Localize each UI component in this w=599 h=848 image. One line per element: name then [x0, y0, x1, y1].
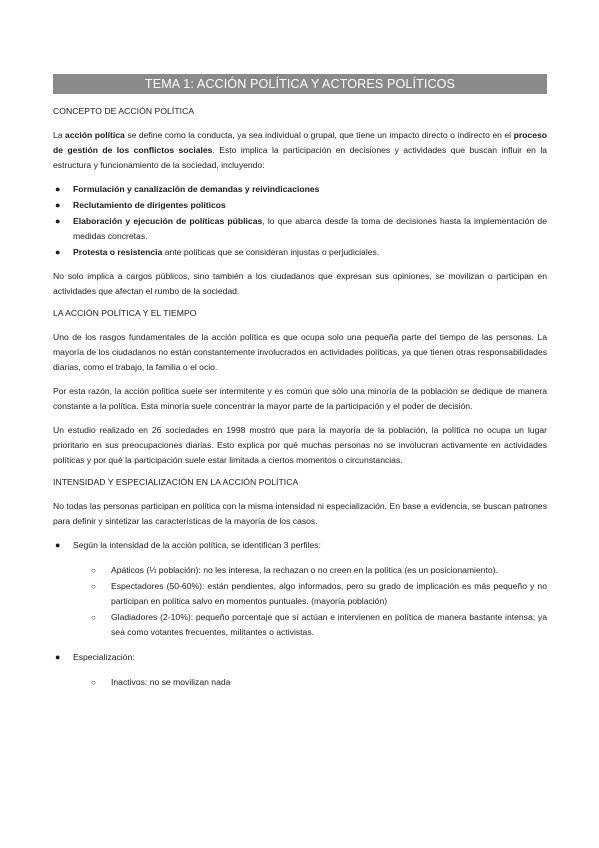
bullet-list-perfiles — [53, 538, 547, 690]
list-item: ● Reclutamiento de dirigentes políticos — [55, 200, 226, 210]
sub-list-item: ○ Apáticos (⅓ población): no les interesa, la rechazan o no creen en la política (es un posicionamiento). — [91, 565, 498, 575]
sub-list-item: ○ Gladiadores (2-10%): pequeño porcentaje que sí actúan e intervienen en política de manera bastante intensa; ya sea como votantes frecuentes, militantes o activistas. — [91, 612, 547, 637]
paragraph: Uno de los rasgos fundamentales de la acción política es que ocupa solo una pequeña parte del tiempo de las personas. La mayoría de los ciudadanos no están constantemente involucrados en actividades políticas, ya que tienen otras responsabilidades diarias, como el trabajo, la familia o el ocio. — [53, 332, 547, 372]
paragraph: No todas las personas participan en política con la misma intensidad ni especialización. En base a evidencia, se buscan patrones para definir y sintetizar las características de la mayoría de los casos. — [53, 501, 547, 526]
list-item-intensidad: ● Según la intensidad de la acción política, se identifican 3 perfiles: ○ Apáticos (⅓ población): no les interesa, la rechazan o no creen en la política (es un posicionamiento). ○ Espectadores (50-60%): están pendientes, algo informados, pero su grado de implicación es más pequeño y no participan en política salvo en momentos puntuales. (mayoría población) ○ Gladiadores (2-10%): pequeño porcentaje que sí actúan e intervienen en política de manera bastante intensa; ya sea como votantes frecuentes, militantes o activistas. — [53, 538, 547, 640]
sub-list-item: ○ Inactivos: no se movilizan nada — [91, 677, 231, 687]
paragraph: No solo implica a cargos públicos, sino también a los ciudadanos que expresan sus opiniones, se movilizan o participan en actividades que afectan el rumbo de la sociedad. — [53, 271, 547, 296]
paragraph-definicion: La acción política se define como la conducta, ya sea individual o grupal, que tiene un impacto directo o indirecto en el proceso de gestión de los conflictos sociales. Esto implica la participación en decisiones y actividades que buscan influir en la estructura y funcionamiento de la sociedad, incluyendo: — [53, 130, 548, 170]
list-item: ● Elaboración y ejecución de políticas públicas, lo que abarca desde la toma de decisiones hasta la implementación de medidas concretas. — [55, 216, 547, 241]
paragraph: Un estudio realizado en 26 sociedades en 1998 mostró que para la mayoría de la población, la política no ocupa un lugar prioritario en sus preocupaciones diarias. Esto explica por qué muchas personas no se involucran activamente en actividades políticas y por qué la participación suele estar limitada a ciertos momentos o circunstancias. — [53, 425, 547, 465]
document-title: TEMA 1: ACCIÓN POLÍTICA Y ACTORES POLÍTICOS — [53, 74, 547, 94]
sub-list-perfiles — [73, 563, 547, 640]
paragraph: Por esta razón, la acción política suele ser intermitente y es común que sólo una minoría de la población se dedique de manera constante a la política. Esta minoría suele concentrar la mayor parte de la participación y el poder de decisión. — [53, 386, 547, 411]
list-item-especializacion: ● Especialización: ○ Inactivos: no se movilizan nada — [53, 650, 547, 690]
bullet-list-actividades — [53, 182, 547, 260]
sub-list-item: ○ Espectadores (50-60%): están pendientes, algo informados, pero su grado de implicación es más pequeño y no participan en política salvo en momentos puntuales. (mayoría población) — [91, 581, 547, 606]
section-heading-intensidad: INTENSIDAD Y ESPECIALIZACIÓN EN LA ACCIÓN POLÍTICA — [53, 477, 299, 487]
list-item: ● Formulación y canalización de demandas y reivindicaciones — [55, 184, 320, 194]
list-item: ● Protesta o resistencia ante políticas que se consideran injustas o perjudiciales. — [55, 247, 380, 257]
sub-list-especializacion — [73, 675, 547, 690]
section-heading-tiempo: LA ACCIÓN POLÍTICA Y EL TIEMPO — [53, 308, 197, 318]
section-heading-concepto: CONCEPTO DE ACCIÓN POLÍTICA — [53, 106, 195, 116]
